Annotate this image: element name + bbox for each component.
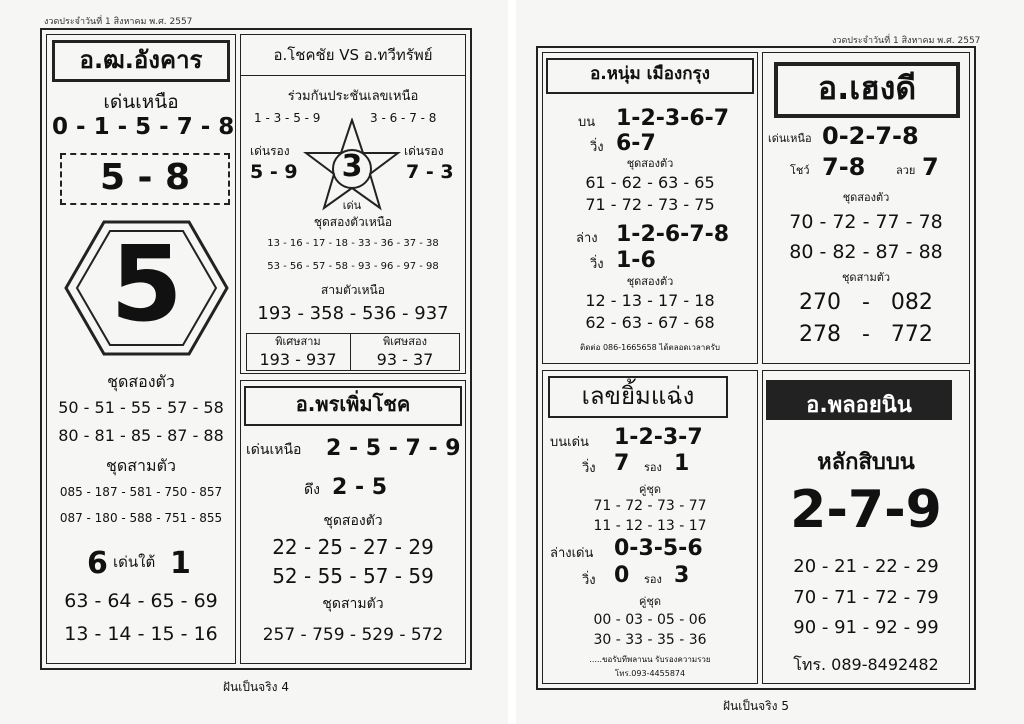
tl-two-row2: 71 - 72 - 73 - 75	[585, 195, 715, 214]
colA-lead-num2: 1	[170, 546, 191, 581]
colB-right-seq: 3 - 6 - 7 - 8	[370, 111, 437, 125]
bl-phone: โทร.093-4455874	[614, 669, 686, 678]
tl-lower-digits: 1-2-6-7-8	[616, 222, 730, 247]
tl-run2-digits: 1-6	[616, 248, 656, 273]
bl-sub-label: รอง	[644, 461, 662, 474]
bl-pair-label: คู่ชุด	[639, 483, 661, 496]
colB-right-pair: 7 - 3	[406, 161, 454, 183]
tl-run2-label: วิ่ง	[590, 257, 604, 272]
bl-run2-label: วิ่ง	[582, 573, 596, 588]
colB-bottom-lead-label: เด่นเหนือ	[246, 442, 302, 458]
colB-left-pair: 5 - 9	[250, 161, 298, 183]
colB-bottom-two-row1: 22 - 25 - 27 - 29	[272, 535, 434, 559]
tl-two-label: ชุดสองตัว	[626, 157, 674, 170]
colA-two-label: ชุดสองตัว	[107, 372, 175, 391]
right-header-date: งวดประจำวันที่ 1 สิงหาคม พ.ศ. 2557	[832, 36, 981, 46]
tl-run-label: วิ่ง	[590, 140, 604, 155]
tl-lower-label: ล่าง	[576, 231, 598, 246]
tr-three-row1: 270 - 082	[799, 290, 933, 315]
br-title-banner: อ.พลอยนิน	[766, 380, 952, 420]
colB-left-label: เด่นรอง	[250, 144, 290, 158]
colA-three-row1: 085 - 187 - 581 - 750 - 857	[59, 485, 223, 499]
tl-two-row1: 61 - 62 - 63 - 65	[585, 173, 715, 192]
bl-pair-row1: 71 - 72 - 73 - 77	[593, 498, 707, 514]
bl-sub2-digit: 3	[674, 563, 690, 588]
colA-two-row1: 50 - 51 - 55 - 57 - 58	[58, 398, 224, 417]
colB-top-divider	[240, 75, 466, 76]
colB-two-row2: 53 - 56 - 57 - 58 - 93 - 96 - 97 - 98	[267, 261, 439, 272]
br-row1: 20 - 21 - 22 - 29	[793, 556, 939, 577]
colA-lead-digits: 0 - 1 - 5 - 7 - 8	[52, 114, 235, 140]
tl-two2-row1: 12 - 13 - 17 - 18	[585, 291, 715, 310]
colA-three-label: ชุดสามตัว	[106, 456, 176, 475]
colB-two-row1: 13 - 16 - 17 - 18 - 33 - 36 - 37 - 38	[267, 238, 439, 249]
colA-pair: 5 - 8	[99, 157, 191, 198]
tr-lead-digits: 0-2-7-8	[822, 122, 919, 150]
br-subtitle: หลักสิบบน	[817, 450, 915, 475]
colB-bottom-pull-digits: 2 - 5	[332, 475, 388, 500]
bl-pair2-row2: 30 - 33 - 35 - 36	[593, 632, 707, 648]
tr-title: อ.เฮงดี	[817, 69, 917, 107]
bl-lower-label: ล่างเด่น	[550, 546, 594, 561]
colB-sp3-val: 193 - 937	[259, 350, 337, 369]
colB-bottom-title: อ.พรเพิ่มโชค	[295, 392, 411, 416]
colB-three-row: 193 - 358 - 536 - 937	[257, 303, 449, 324]
tr-two-label: ชุดสองตัว	[842, 191, 890, 204]
br-row3: 90 - 91 - 92 - 99	[793, 617, 939, 638]
tl-upper-digits: 1-2-3-6-7	[616, 106, 730, 131]
bl-run-digit: 7	[614, 451, 630, 476]
colB-bottom-two-label: ชุดสองตัว	[323, 513, 383, 529]
tr-extra-digit: 7	[922, 153, 939, 181]
colA-three-row2: 087 - 180 - 588 - 751 - 855	[59, 511, 223, 525]
bl-pair-row2: 11 - 12 - 13 - 17	[593, 518, 707, 534]
colB-top-title: อ.โชคชัย VS อ.ทวีทรัพย์	[273, 46, 433, 64]
colB-bottom-lead-digits: 2 - 5 - 7 - 9	[326, 436, 461, 461]
left-footer: ฝันเป็นจริง 4	[223, 680, 289, 694]
tl-two2-label: ชุดสองตัว	[626, 275, 674, 288]
star-label: เด่น	[342, 199, 362, 212]
bl-pair2-row1: 00 - 03 - 05 - 06	[593, 612, 707, 628]
br-phone: โทร. 089-8492482	[793, 655, 939, 674]
bl-sub2-label: รอง	[644, 573, 662, 586]
colA-title: อ.ฒ.อังคาร	[79, 46, 203, 74]
bl-sub-digit: 1	[674, 451, 690, 476]
colB-bottom-three-label: ชุดสามตัว	[322, 596, 384, 612]
colB-three-label: สามตัวเหนือ	[321, 283, 385, 297]
colA-bottom-row1: 63 - 64 - 65 - 69	[64, 590, 218, 612]
br-big: 2-7-9	[790, 480, 942, 540]
tr-show-label: โชว์	[790, 164, 810, 177]
right-footer: ฝันเป็นจริง 5	[723, 699, 789, 713]
left-page	[0, 0, 508, 724]
colB-left-seq: 1 - 3 - 5 - 9	[254, 111, 321, 125]
colB-bottom-two-row2: 52 - 55 - 57 - 59	[272, 564, 434, 588]
bl-run-label: วิ่ง	[582, 461, 596, 476]
tr-show-digits: 7-8	[822, 153, 866, 181]
bl-note: .....ขอรับทีพลานน รับรองความรวย	[589, 655, 711, 664]
right-page	[516, 0, 1024, 724]
colB-bottom-pull-label: ดึง	[304, 482, 320, 498]
bl-run2-digit: 0	[614, 563, 630, 588]
colB-two-label: ชุดสองตัวเหนือ	[313, 215, 393, 229]
bl-upper-label: บนเด่น	[550, 435, 589, 450]
tr-three-label: ชุดสามตัว	[841, 271, 891, 284]
bl-title: เลขยิ้มแฉ่ง	[581, 382, 695, 410]
tr-lead-label: เด่นเหนือ	[768, 132, 812, 145]
left-header-date: งวดประจำวันที่ 1 สิงหาคม พ.ศ. 2557	[44, 17, 193, 27]
star-digit: 3	[341, 149, 363, 184]
colB-bottom-three-row: 257 - 759 - 529 - 572	[262, 625, 444, 645]
colB-sp2-val: 93 - 37	[376, 350, 434, 369]
tr-extra-label: ลวย	[896, 164, 916, 177]
colB-top-sub: ร่วมกันประชันเลขเหนือ	[287, 89, 419, 104]
colB-sp3-label: พิเศษสาม	[275, 335, 321, 348]
tl-title: อ.หนุ่ม เมืองกรุง	[590, 64, 710, 84]
tr-two-row1: 70 - 72 - 77 - 78	[789, 211, 943, 233]
colB-sp2-label: พิเศษสอง	[383, 335, 427, 348]
colA-lead-label: เด่นเหนือ	[103, 91, 179, 113]
bl-pair2-label: คู่ชุด	[639, 595, 661, 608]
bl-lower-digits: 0-3-5-6	[614, 536, 703, 561]
colA-big-digit: 5	[110, 223, 183, 345]
br-row2: 70 - 71 - 72 - 79	[793, 587, 939, 608]
bl-upper-digits: 1-2-3-7	[614, 425, 703, 450]
tl-upper-label: บน	[578, 115, 596, 130]
colA-bottom-row2: 13 - 14 - 15 - 16	[64, 623, 218, 645]
tl-two2-row2: 62 - 63 - 67 - 68	[585, 313, 715, 332]
colA-two-row2: 80 - 81 - 85 - 87 - 88	[58, 426, 224, 445]
tr-three-row2: 278 - 772	[799, 322, 933, 347]
tl-run-digits: 6-7	[616, 131, 656, 156]
colA-lead-num: 6	[87, 546, 108, 581]
tr-two-row2: 80 - 82 - 87 - 88	[789, 241, 943, 263]
colA-lead-mid: เด่นใต้	[113, 553, 156, 571]
tl-contact: ติดต่อ 086-1665658 ได้ตลอดเวลาครับ	[580, 343, 720, 352]
colB-right-label: เด่นรอง	[404, 144, 444, 158]
